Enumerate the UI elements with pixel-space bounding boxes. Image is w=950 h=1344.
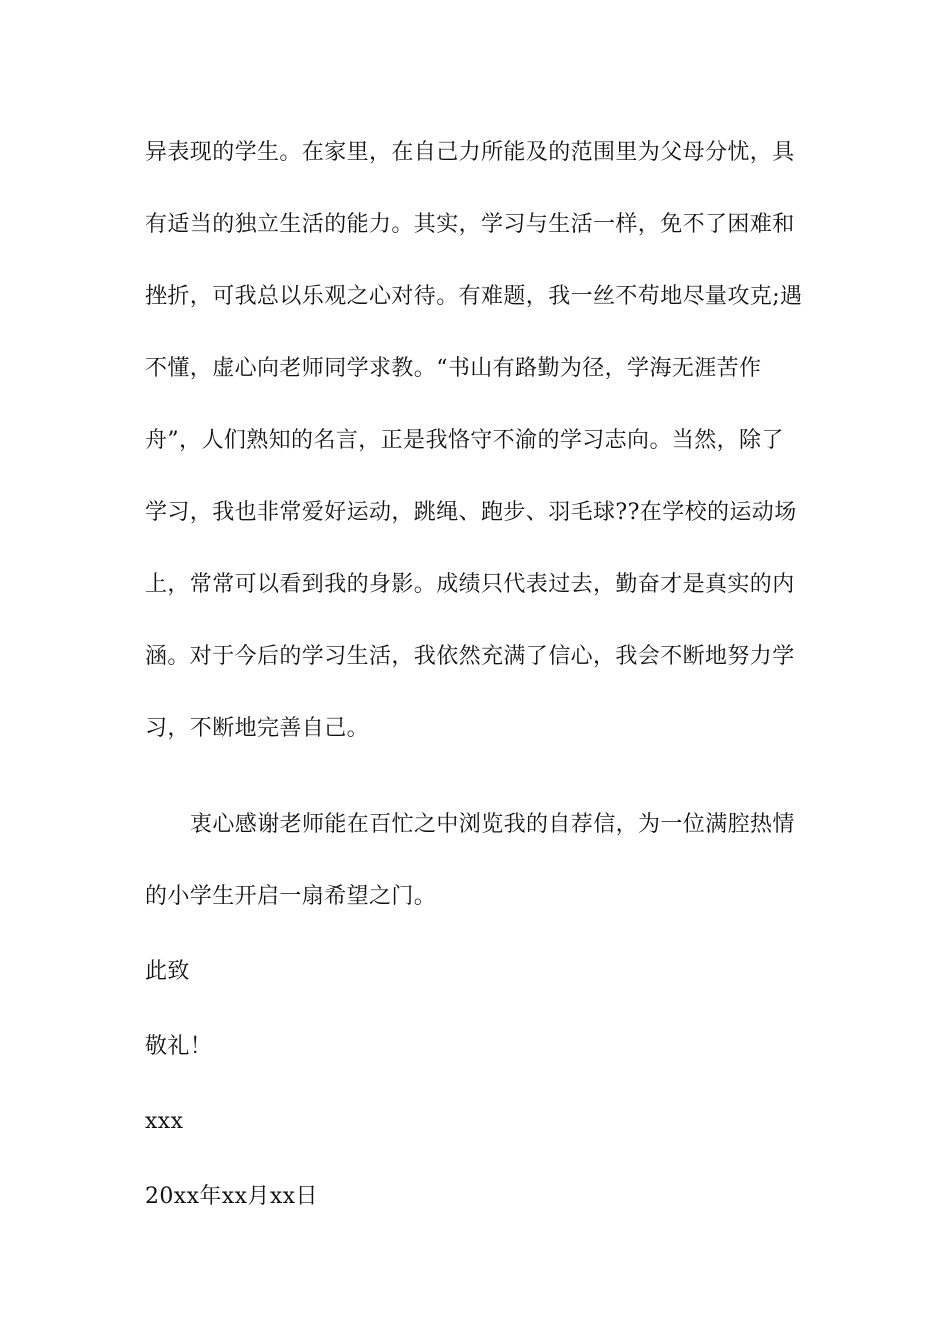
body-line-6: 学习，我也非常爱好运动，跳绳、跑步、羽毛球??在学校的运动场 (145, 500, 797, 525)
closing-line-2: 的小学生开启一扇希望之门。 (145, 884, 437, 909)
body-line-7: 上，常常可以看到我的身影。成绩只代表过去，勤奋才是真实的内 (145, 572, 795, 597)
signature: xxx (145, 1109, 184, 1134)
closing-line-1: 衷心感谢老师能在百忙之中浏览我的自荐信，为一位满腔热情 (190, 812, 795, 837)
body-line-4: 不懂，虚心向老师同学求教。“书山有路勤为径，学海无涯苦作 (145, 356, 762, 381)
body-line-5: 舟”，人们熟知的名言，正是我恪守不渝的学习志向。当然，除了 (145, 428, 784, 453)
body-line-2: 有适当的独立生活的能力。其实，学习与生活一样，免不了困难和 (145, 212, 795, 237)
salutation-jing-li: 敬礼！ (145, 1034, 213, 1059)
date: 20xx年xx月xx日 (145, 1184, 318, 1209)
body-line-9: 习，不断地完善自己。 (145, 716, 370, 741)
salutation-ci-zhi: 此致 (145, 959, 190, 984)
body-line-3: 挫折，可我总以乐观之心对待。有难题，我一丝不苟地尽量攻克;遇 (145, 284, 803, 309)
body-line-1: 异表现的学生。在家里，在自己力所能及的范围里为父母分忧，具 (145, 140, 795, 165)
body-line-8: 涵。对于今后的学习生活，我依然充满了信心，我会不断地努力学 (145, 644, 795, 669)
